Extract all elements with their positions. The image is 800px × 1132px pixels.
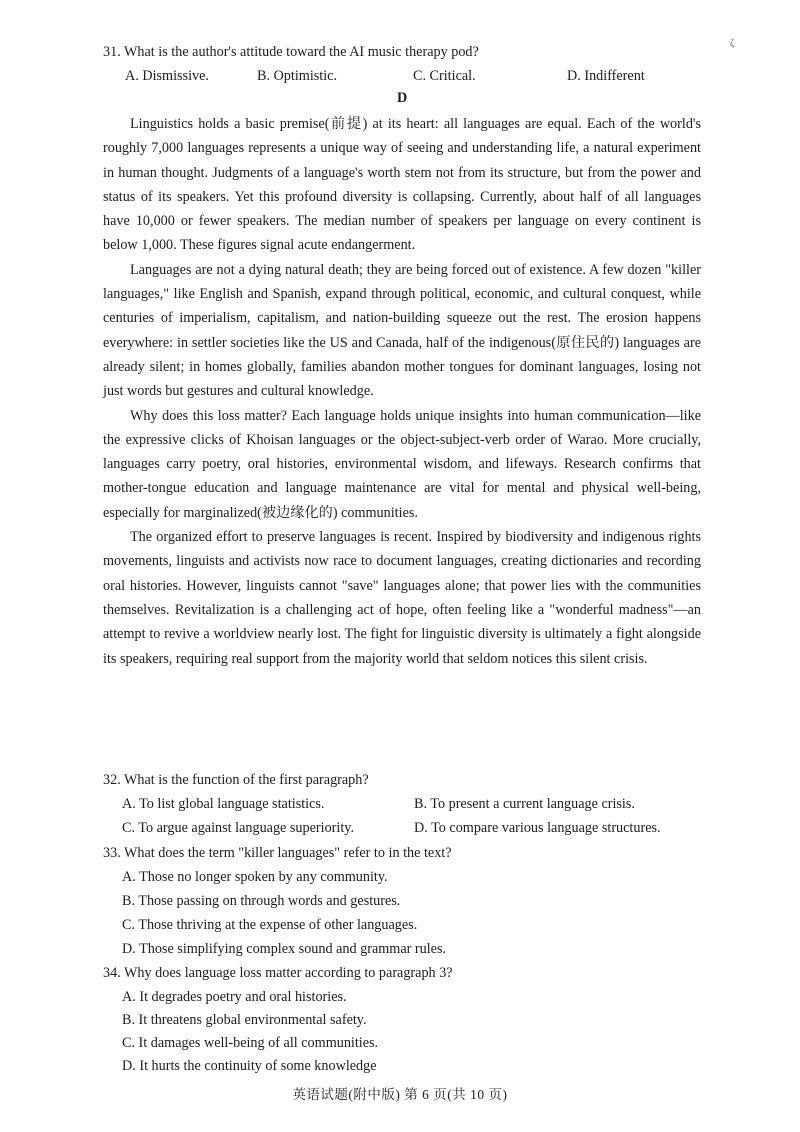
- passage-paragraph-1: Linguistics holds a basic premise(前提) at its heart: all languages are equal. Each of the world's roughly 7,000 languages represents a unique way of seeing and understanding life, a natural experiment in human thought. Judgments of a language's worth stem not from its structure, but from the power and status of its speakers. Yet this profound diversity is collapsing. Currently, about half of all languages have 10,000 or fewer speakers. The median number of speakers per language on every continent is below 1,000. These figures signal acute endangerment.: [103, 116, 701, 254]
- q33-option-b[interactable]: B. Those passing on through words and gestures.: [122, 893, 401, 909]
- question-32-options-row-2: [122, 820, 725, 840]
- q32-option-b[interactable]: B. To present a current language crisis.: [414, 796, 635, 812]
- section-letter: D: [397, 90, 408, 106]
- passage-paragraph-2: Languages are not a dying natural death; they are being forced out of existence. A few dozen "killer languages," like English and Spanish, expand through political, economic, and cultural conquest, while centuries of imperialism, capitalism, and nation-building squeeze out the rest. The erosion happens everywhere: in settler societies like the US and Canada, half of the indigenous(原住民的) languages are already silent; in homes globally, families abandon mother tongues for dominant languages, losing not just words but gestures and cultural knowledge.: [103, 261, 701, 400]
- passage-paragraph-3: Why does this loss matter? Each language holds unique insights into human communication—like the expressive clicks of Khoisan languages or the object-subject-verb order of Warao. More crucially, languages carry poetry, oral histories, environmental wisdom, and lifeways. Research confirms that mother-tongue education and language maintenance are vital for mental and physical well-being, especially for marginalized(被边缘化的) communities.: [103, 407, 701, 521]
- q34-option-d[interactable]: D. It hurts the continuity of some knowledge: [122, 1058, 377, 1074]
- passage-paragraph-4: The organized effort to preserve languages is recent. Inspired by biodiversity and indigenous rights movements, linguists and activists now race to document languages, creating dictionaries and recording oral histories. However, linguists cannot "save" languages alone; that power lies with the communities themselves. Revitalization is a challenging act of hope, often feeling like a "wonderful madness"—an attempt to revive a worldview nearly lost. The fight for linguistic diversity is ultimately a fight alongside its speakers, requiring real support from the majority world that seldom notices this silent crisis.: [103, 529, 701, 667]
- q32-option-c[interactable]: C. To argue against language superiority.: [122, 820, 354, 836]
- question-34-stem: 34. Why does language loss matter according to paragraph 3?: [103, 965, 453, 981]
- q33-option-c[interactable]: C. Those thriving at the expense of other languages.: [122, 917, 418, 933]
- question-32-stem: 32. What is the function of the first paragraph?: [103, 772, 369, 788]
- reading-passage: [103, 112, 701, 671]
- question-31-options: [125, 68, 725, 88]
- q31-option-b[interactable]: B. Optimistic.: [257, 68, 338, 84]
- q31-option-a[interactable]: A. Dismissive.: [125, 68, 209, 84]
- scan-mark: ζ: [730, 38, 735, 49]
- q31-option-c[interactable]: C. Critical.: [413, 68, 476, 84]
- question-31-stem: 31. What is the author's attitude toward the AI music therapy pod?: [103, 44, 479, 60]
- q34-option-c[interactable]: C. It damages well-being of all communities.: [122, 1035, 379, 1051]
- q32-option-a[interactable]: A. To list global language statistics.: [122, 796, 325, 812]
- q34-option-b[interactable]: B. It threatens global environmental safety.: [122, 1012, 367, 1028]
- q32-option-d[interactable]: D. To compare various language structures.: [414, 820, 661, 836]
- question-33-stem: 33. What does the term "killer languages" refer to in the text?: [103, 845, 452, 861]
- q33-option-a[interactable]: A. Those no longer spoken by any community.: [122, 869, 388, 885]
- page-footer: 英语试题(附中版) 第 6 页(共 10 页): [292, 1087, 508, 1102]
- q34-option-a[interactable]: A. It degrades poetry and oral histories.: [122, 989, 347, 1005]
- question-32-options-row-1: [122, 796, 725, 816]
- q33-option-d[interactable]: D. Those simplifying complex sound and grammar rules.: [122, 941, 447, 957]
- q31-option-d[interactable]: D. Indifferent: [567, 68, 645, 84]
